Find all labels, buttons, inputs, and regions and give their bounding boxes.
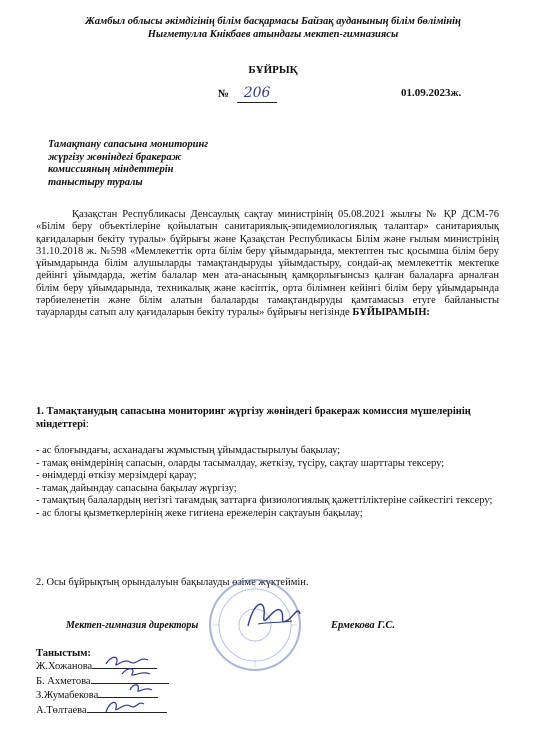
list-item: - өнімдерді өткізу мерзімдері қарау; xyxy=(36,470,197,482)
duties-list xyxy=(36,445,506,521)
list-item: - тамақ дайындау сапасына бақылау жүргізу; xyxy=(36,482,237,494)
director-name: Ермекова Г.С. xyxy=(331,620,396,631)
director-role: Мектеп-гимназия директоры xyxy=(66,620,199,631)
order-date: 01.09.2023ж. xyxy=(401,87,462,99)
acknowledged-name: Ж.Хожанова xyxy=(36,661,93,672)
number-label: № xyxy=(218,88,230,100)
order-title: БҰЙРЫҚ xyxy=(248,64,298,76)
number-field xyxy=(237,84,277,103)
order-number xyxy=(218,84,277,103)
section-1-title xyxy=(36,405,506,431)
subject-line-1: Тамақтану сапасына мониторинг xyxy=(48,139,209,150)
staff-signatures-icon xyxy=(100,652,160,718)
section-1-title-bold: 1. Тамақтанудың сапасына мониторинг жүргізу жөніндегі бракераж комиссия мүшелерінің міндеттері xyxy=(36,406,471,430)
header-line-1: Жамбыл облысы әкімдігінің білім басқармасы Байзақ ауданының білім бөлімінің xyxy=(85,16,461,27)
preamble xyxy=(36,209,499,320)
organization-header xyxy=(0,15,546,41)
preamble-emphasis: БҰЙЫРАМЫН: xyxy=(352,307,430,319)
section-1-title-tail: : xyxy=(85,419,89,430)
acknowledged-name: Б. Ахметова xyxy=(36,675,91,687)
item-2: 2. Осы бұйрықтың орындалуын бақылауды өзіме жүктеймін. xyxy=(36,577,309,588)
acknowledged-name: З.Жумабекова xyxy=(36,690,99,701)
header-line-2: Нығметулла Кнікбаев атындағы мектеп-гимназиясы xyxy=(147,29,399,40)
list-item: - ас блогы қызметкерлерінің жеке гигиена ережелерін сақтауын бақылау; xyxy=(36,507,363,519)
subject-line-2: жүргізу жөніндегі бракераж xyxy=(48,151,182,163)
acknowledged-name: А.Төлтаева xyxy=(36,704,87,716)
acknowledged-title: Таныстым: xyxy=(36,648,91,659)
director-signature-icon xyxy=(244,596,304,636)
order-subject xyxy=(48,139,308,189)
list-item: - тамақ өнімдерінің сапасын, оларды тасымалдау, жеткізу, түсіру, сақтау шарттары тексеру; xyxy=(36,457,445,469)
number-value: 206 xyxy=(243,85,271,101)
list-item: - ас блоғындағы, асханадағы жұмыстың ұйымдастырылуы бақылау; xyxy=(36,445,341,456)
subject-line-3: комиссияның міндеттерін xyxy=(48,164,174,175)
subject-line-4: таныстыру туралы xyxy=(48,176,143,188)
preamble-text: Қазақстан Республикасы Денсаулық сақтау министрінің 05.08.2021 жылғы № ҚР ДСМ-76 «Білім беру объектілеріне қойылатын санитариялық-эпидемиологиялық талаптар» санитариялық қағидаларын бекіту туралы» бұйрығы және Қазақстан Республикасы Білім және ғылым министрінің 31.10.2018 ж. №598 «Мемлекеттік орта білім беру ұйымдарында, мектептен тыс қосымша білім беру ұйымдарында білім алушыларды тамақтандыруды ұйымдастыру, сондай-ақ мемлекеттік мектепке дейінгі ұйымдарда, жетім балалар мен ата-анасының қамқорлығынсыз қалған балаларға арналған білім беру ұйымдарында, техникалық және кәсіптік, орта білімнен кейінгі білім беру ұйымдарында тәрбиеленетін және білім алатын балаларды тамақтандыруды қамтамасыз етуге байланысты тауарларды сатып алу қағидаларын бекіту туралы» бұйрығы негізінде xyxy=(36,209,499,319)
list-item: - тамақтың балалардың негізгі тағамдық заттарға физиологиялық қажеттіліктеріне сәйкестігі тексеру; xyxy=(36,495,493,507)
